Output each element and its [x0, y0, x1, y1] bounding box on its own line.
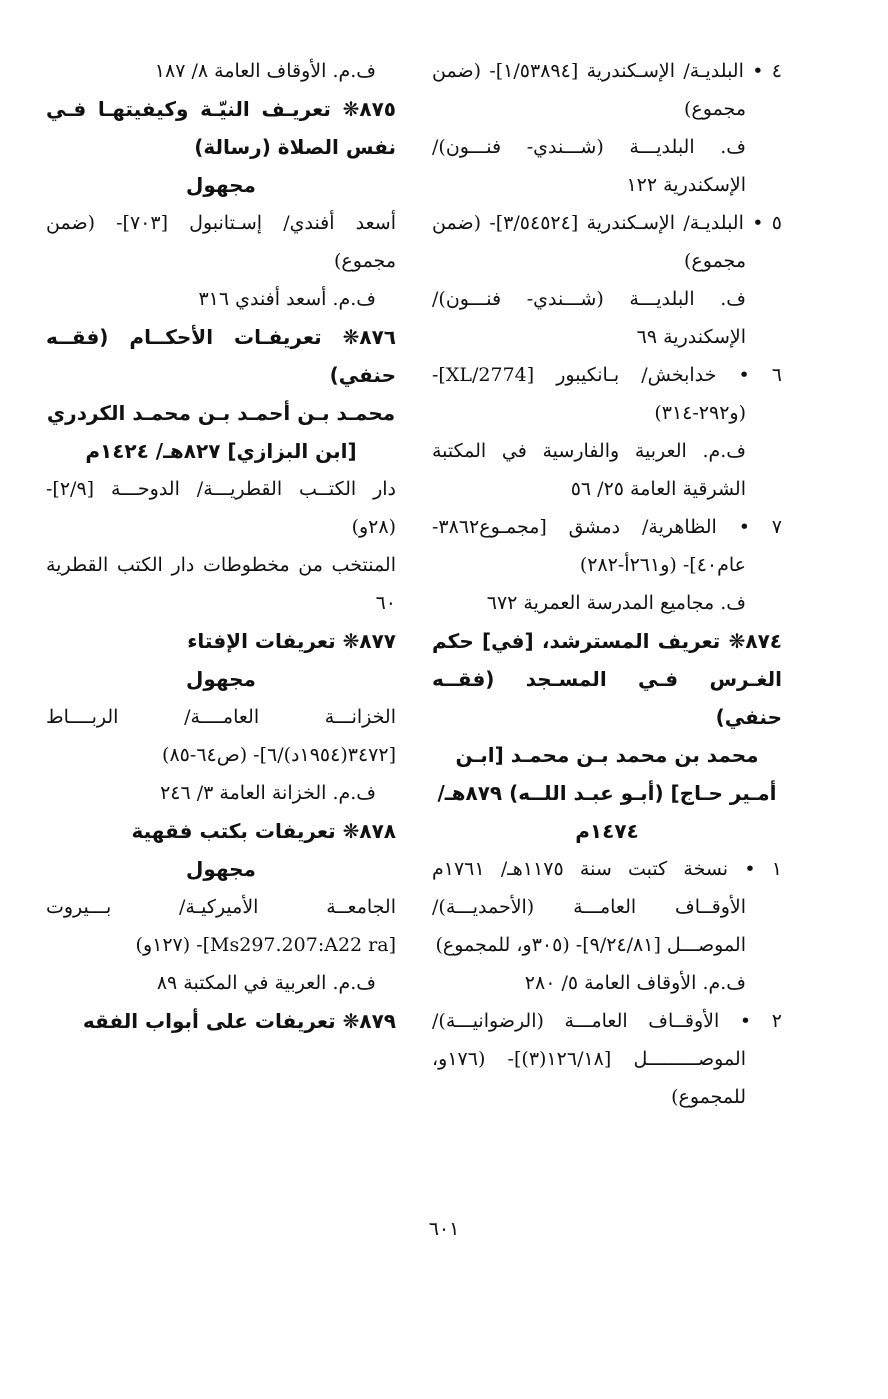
catalog-reference: ف.م. العربية في المكتبة ٨٩ [156, 972, 376, 994]
manuscript-location: المنتخب من مخطوطات دار الكتب القطرية ٦٠ [46, 554, 396, 614]
entry-author: محمد بن محمد بـن محمـد [ابـن أمـير حـاج] (أبـو عبـد اللــه) ٨٧٩هـ/ ١٤٧٤م [437, 743, 777, 843]
manuscript-item: ٥ • البلديـة/ الإسـكندرية [٣/٥٤٥٢٤]- (ضمن مجموع) [432, 212, 782, 272]
catalog-reference: ف.م. الأوقاف العامة ٥/ ٢٨٠ [524, 972, 746, 994]
manuscript-location: أسعد أفندي/ إسـتانبول [٧٠٣]- (ضمن مجموع) [46, 212, 397, 272]
page-number: ٦٠١ [428, 1218, 460, 1240]
entry-author: مجهول [186, 667, 256, 691]
catalog-reference: ف. مجاميع المدرسة العمرية ٦٧٢ [486, 592, 746, 614]
catalog-reference: ف.م. الأوقاف العامة ٨/ ١٨٧ [154, 60, 376, 82]
entry-title: ٨٧٤❋ تعريف المسترشد، [في] حكم الغـرس فـي المسـجد (فقــه حنفي) [432, 629, 782, 729]
entry-title: ٨٧٨❋ تعريفات بكتب فقهية [131, 819, 396, 843]
manuscript-item: ١ • نسخة كتبت سنة ١١٧٥هـ/ ١٧٦١م الأوقــاف العامـــة (الأحمديـــة)/ الموصـــل [٩/٢٤/٨١]- (٣٠٥و، للمجموع) [432, 858, 782, 956]
manuscript-location: الجامعــة الأميركيـة/ بـــيروت [Ms297.207:A22 ra]- (١٢٧و) [46, 896, 396, 956]
right-column [432, 52, 782, 1116]
catalog-reference: ف. البلديـــة (شـــندي- فنـــون)/ الإسكندرية ١٢٢ [432, 136, 746, 196]
manuscript-item: ٧ • الظاهرية/ دمشق [مجمـوع٣٨٦٢- عام٤٠]- (و٢٦١أ-٢٨٢) [432, 516, 782, 576]
entry-author: مجهول [186, 857, 256, 881]
catalog-reference: ف.م. الخزانة العامة ٣/ ٢٤٦ [160, 782, 376, 804]
catalog-reference: ف. البلديـــة (شـــندي- فنـــون)/ الإسكندرية ٦٩ [432, 288, 746, 348]
entry-title: ٨٧٥❋ تعريـف النيّـة وكيفيتهـا فـي نفس الصلاة (رسالة) [46, 97, 396, 159]
entry-title: ٨٧٦❋ تعريفـات الأحكــام (فقــه حنفي) [46, 325, 396, 387]
manuscript-item: ٢ • الأوقــاف العامـــة (الرضوانيـــة)/ الموصـــــــــل [١٢٦/١٨(٣)]- (١٧٦و، للمجموع) [432, 1010, 782, 1108]
left-column [46, 52, 396, 1040]
entry-title: ٨٧٧❋ تعريفات الإفتاء [187, 629, 396, 653]
catalog-reference: ف.م. أسعد أفندي ٣١٦ [198, 288, 376, 310]
catalog-reference: ف.م. العربية والفارسية في المكتبة الشرقية العامة ٢٥/ ٥٦ [432, 440, 746, 500]
entry-title: ٨٧٩❋ تعريفات على أبواب الفقه [82, 1009, 396, 1033]
manuscript-item: ٦ • خدابخش/ بـانكيبور [2774/XL]- (و٢٩٢-٣١٤) [432, 364, 782, 424]
entry-author: مجهول [186, 173, 256, 197]
entry-author: محمـد بـن أحمـد بـن محمـد الكردري [ابن البزازي] ٨٢٧هـ/ ١٤٢٤م [46, 401, 396, 463]
manuscript-location: دار الكتــب القطريـــة/ الدوحـــة [٢/٩]- (٢٨و) [46, 478, 396, 538]
manuscript-item: ٤ • البلديـة/ الإسـكندرية [١/٥٣٨٩٤]- (ضمن مجموع) [432, 60, 782, 120]
manuscript-location: الخزانـــة العامــــة/ الربــــاط [٣٤٧٢(١٩٥٤د)/٦]- (ص٦٤-٨٥) [46, 706, 396, 766]
